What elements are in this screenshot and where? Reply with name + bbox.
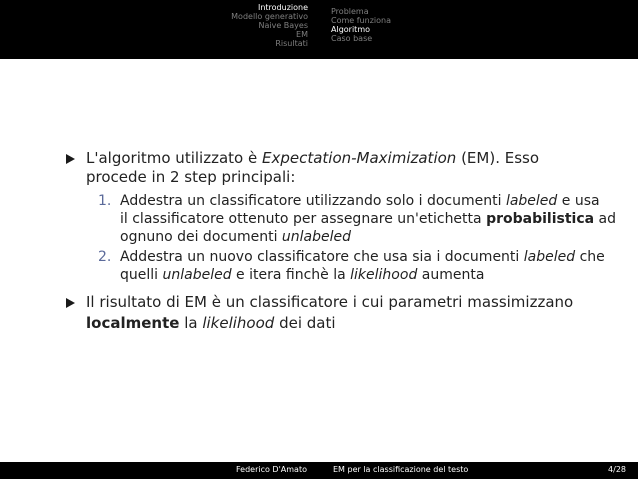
nav-section-risultati[interactable]: Risultati (275, 39, 308, 48)
footer-bar (0, 462, 638, 479)
bullet-1-line-2: procede in 2 step principali: (86, 168, 296, 186)
bullet-2-line-2 (86, 314, 336, 333)
footer-title: EM per la classificazione del testo (333, 465, 469, 474)
emphasis-text: labeled (505, 193, 558, 209)
text: (EM). Esso (456, 149, 540, 167)
nav-section-introduzione[interactable]: Introduzione (257, 3, 308, 12)
bullet-triangle-icon (66, 298, 75, 308)
nav-section-modello-generativo[interactable]: Modello generativo (231, 12, 308, 21)
item-1-line-3 (120, 228, 351, 246)
footer-author: Federico D'Amato (236, 465, 307, 474)
text: dei dati (274, 314, 336, 332)
footer-title-box (319, 462, 638, 479)
bullet-triangle-icon (66, 154, 75, 164)
bold-text: probabilistica (486, 211, 595, 227)
text: Addestra un nuovo classificatore che usa sia i documenti (120, 249, 524, 265)
emphasis-text: unlabeled (281, 229, 352, 245)
text: ad (594, 211, 616, 227)
item-2-line-2 (120, 266, 484, 284)
item-1-line-2 (120, 210, 616, 228)
text: L'algoritmo utilizzato è (86, 149, 262, 167)
section-navigation (0, 0, 308, 59)
text: quelli (120, 267, 163, 283)
nav-subsection-come-funziona[interactable]: Come funziona (331, 16, 391, 25)
footer-author-box (0, 462, 319, 479)
page-number: 4/28 (608, 465, 626, 474)
text: ognuno dei documenti (120, 229, 282, 245)
text: aumenta (417, 267, 485, 283)
text: la (179, 314, 203, 332)
emphasis-text: Expectation-Maximization (261, 149, 457, 167)
text: e itera finchè la (231, 267, 351, 283)
top-navigation-bar (0, 0, 638, 59)
nav-section-naive-bayes[interactable]: Naive Bayes (258, 21, 308, 30)
text: il classificatore ottenuto per assegnare un'etichetta (120, 211, 487, 227)
nav-subsection-algoritmo[interactable]: Algoritmo (331, 25, 371, 34)
nav-subsection-caso-base[interactable]: Caso base (331, 34, 373, 43)
bullet-1-line-1 (86, 149, 539, 168)
nav-subsection-problema[interactable]: Problema (331, 7, 369, 16)
bullet-2-line-1: Il risultato di EM è un classificatore i cui parametri massimizzano (86, 293, 574, 311)
text: Addestra un classificatore utilizzando solo i documenti (120, 193, 506, 209)
nav-section-em[interactable]: EM (296, 30, 308, 39)
item-1-line-1 (120, 192, 600, 210)
emphasis-text: unlabeled (162, 267, 232, 283)
text: e usa (557, 193, 600, 209)
item-2-line-1 (120, 248, 605, 266)
emphasis-text: likelihood (350, 267, 418, 283)
text: che (575, 249, 605, 265)
slide-content (0, 59, 638, 462)
emphasis-text: labeled (523, 249, 576, 265)
enum-number-1: 1. (98, 193, 112, 209)
emphasis-text: likelihood (202, 314, 275, 332)
enum-number-2: 2. (98, 249, 112, 265)
bold-text: localmente (86, 314, 180, 332)
